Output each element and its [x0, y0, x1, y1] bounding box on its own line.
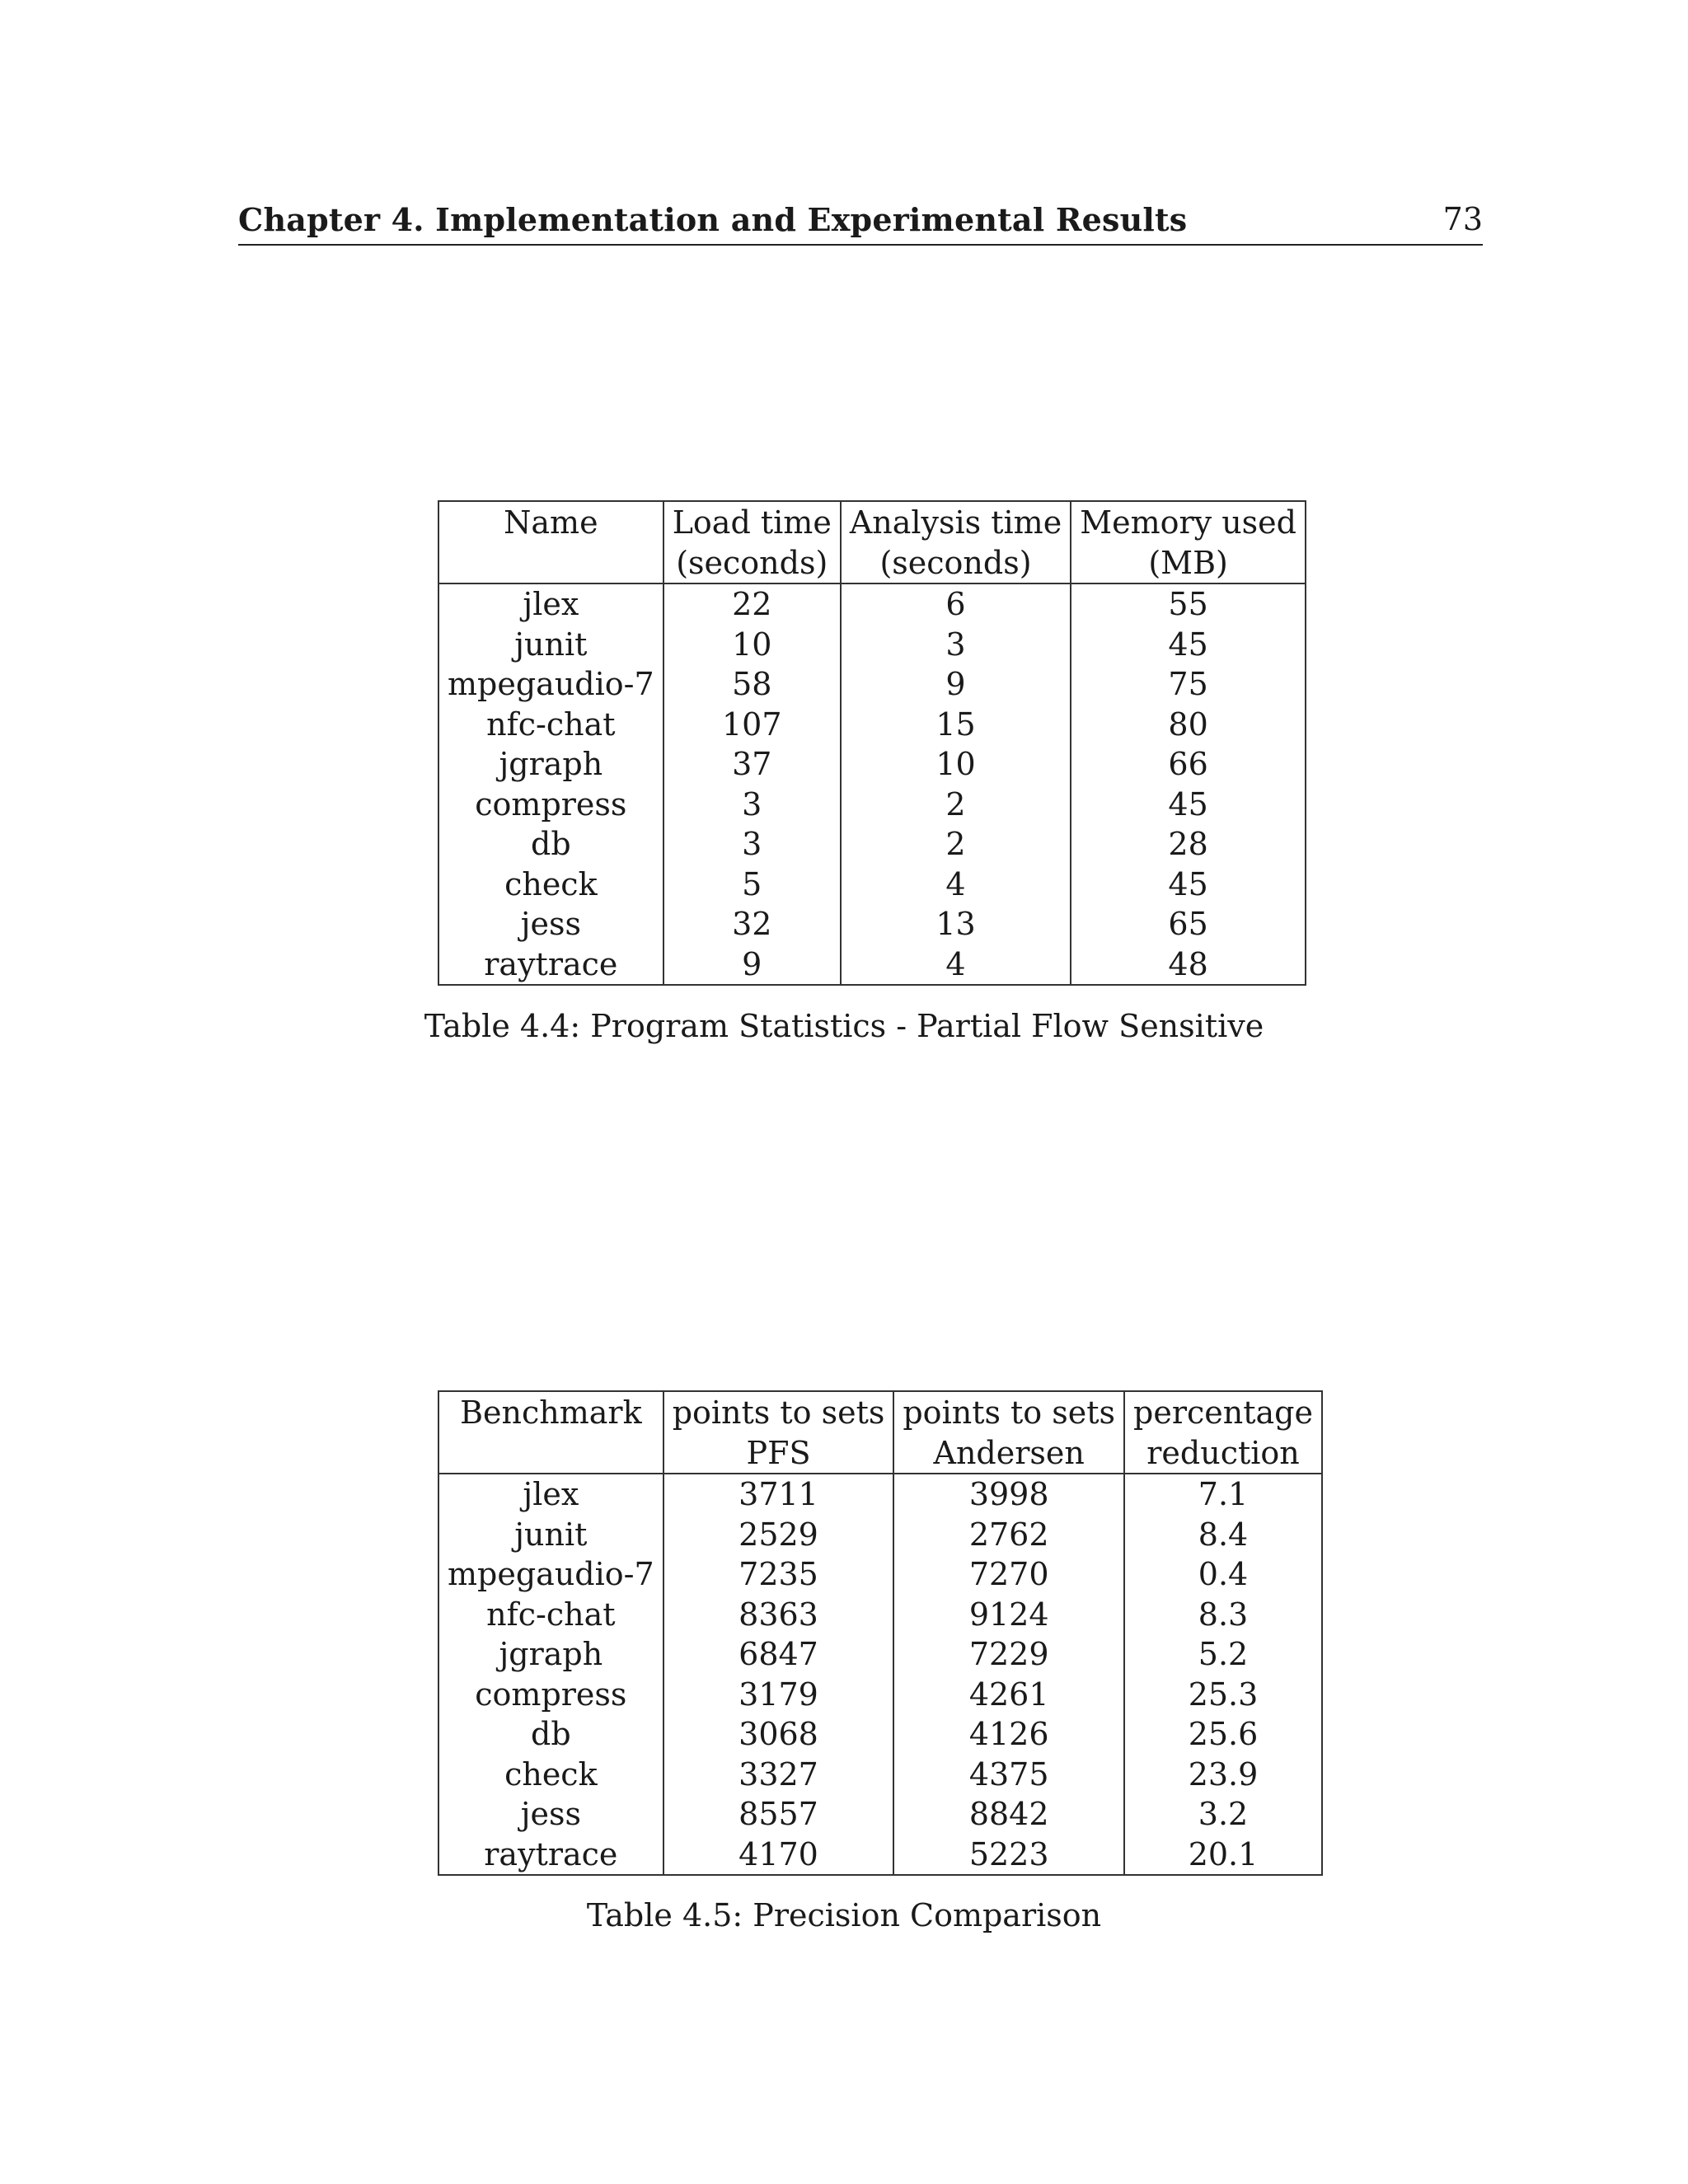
- cell-name: nfc-chat: [438, 705, 663, 745]
- cell-andersen: 5223: [893, 1835, 1124, 1876]
- table-row: [438, 1835, 1322, 1876]
- cell-benchmark: jess: [438, 1794, 663, 1835]
- table-row: [438, 944, 1306, 986]
- cell-load-time: 9: [663, 944, 841, 986]
- cell-pfs: 3179: [663, 1675, 894, 1715]
- table-row: [438, 705, 1306, 745]
- table-row: [438, 824, 1306, 865]
- table-row: [438, 904, 1306, 944]
- header-percentage-reduction: percentage: [1124, 1391, 1322, 1433]
- header-load-time: Load time: [663, 501, 841, 543]
- cell-andersen: 8842: [893, 1794, 1124, 1835]
- table-row: [438, 1595, 1322, 1635]
- cell-andersen: 4126: [893, 1714, 1124, 1755]
- cell-pfs: 8363: [663, 1595, 894, 1635]
- cell-andersen: 9124: [893, 1595, 1124, 1635]
- table-caption-4-4: Table 4.4: Program Statistics - Partial Flow Sensitive: [424, 1008, 1264, 1044]
- cell-pfs: 2529: [663, 1515, 894, 1555]
- header-analysis-time-unit: (seconds): [841, 543, 1071, 584]
- cell-analysis-time: 4: [841, 865, 1071, 905]
- table-row: [438, 1474, 1322, 1515]
- cell-name: compress: [438, 785, 663, 825]
- table-row: [438, 1675, 1322, 1715]
- cell-analysis-time: 2: [841, 785, 1071, 825]
- header-name: Name: [438, 501, 663, 543]
- cell-memory-used: 45: [1071, 625, 1306, 665]
- cell-load-time: 37: [663, 744, 841, 785]
- cell-name: raytrace: [438, 944, 663, 986]
- cell-reduction: 0.4: [1124, 1554, 1322, 1595]
- cell-benchmark: junit: [438, 1515, 663, 1555]
- cell-load-time: 32: [663, 904, 841, 944]
- header-pfs: PFS: [663, 1433, 894, 1474]
- cell-andersen: 4375: [893, 1755, 1124, 1795]
- table-row: [438, 1634, 1322, 1675]
- cell-reduction: 25.6: [1124, 1714, 1322, 1755]
- cell-name: jgraph: [438, 744, 663, 785]
- cell-andersen: 4261: [893, 1675, 1124, 1715]
- cell-reduction: 25.3: [1124, 1675, 1322, 1715]
- table-row: [438, 1515, 1322, 1555]
- header-name-sub: [438, 543, 663, 584]
- header-memory-used-unit: (MB): [1071, 543, 1306, 584]
- cell-pfs: 3327: [663, 1755, 894, 1795]
- table-row: [438, 625, 1306, 665]
- header-benchmark-sub: [438, 1433, 663, 1474]
- cell-reduction: 7.1: [1124, 1474, 1322, 1515]
- cell-benchmark: jlex: [438, 1474, 663, 1515]
- cell-pfs: 4170: [663, 1835, 894, 1876]
- cell-load-time: 58: [663, 664, 841, 705]
- table-row: [438, 1554, 1322, 1595]
- cell-benchmark: nfc-chat: [438, 1595, 663, 1635]
- cell-andersen: 2762: [893, 1515, 1124, 1555]
- cell-name: junit: [438, 625, 663, 665]
- cell-load-time: 3: [663, 824, 841, 865]
- cell-benchmark: mpegaudio-7: [438, 1554, 663, 1595]
- cell-load-time: 107: [663, 705, 841, 745]
- cell-memory-used: 80: [1071, 705, 1306, 745]
- cell-pfs: 6847: [663, 1634, 894, 1675]
- page-number: 73: [1442, 201, 1483, 237]
- program-statistics-table: [438, 500, 1306, 986]
- cell-memory-used: 48: [1071, 944, 1306, 986]
- cell-memory-used: 45: [1071, 865, 1306, 905]
- cell-reduction: 8.4: [1124, 1515, 1322, 1555]
- cell-load-time: 3: [663, 785, 841, 825]
- cell-name: mpegaudio-7: [438, 664, 663, 705]
- cell-reduction: 5.2: [1124, 1634, 1322, 1675]
- cell-analysis-time: 15: [841, 705, 1071, 745]
- header-analysis-time: Analysis time: [841, 501, 1071, 543]
- table-row: [438, 583, 1306, 625]
- header-points-to-sets-pfs: points to sets: [663, 1391, 894, 1433]
- cell-memory-used: 45: [1071, 785, 1306, 825]
- cell-load-time: 10: [663, 625, 841, 665]
- table-row: [438, 1714, 1322, 1755]
- cell-name: db: [438, 824, 663, 865]
- cell-benchmark: db: [438, 1714, 663, 1755]
- cell-load-time: 5: [663, 865, 841, 905]
- header-points-to-sets-andersen: points to sets: [893, 1391, 1124, 1433]
- running-head: [238, 194, 1483, 246]
- cell-name: check: [438, 865, 663, 905]
- cell-memory-used: 65: [1071, 904, 1306, 944]
- table-row: [438, 1755, 1322, 1795]
- cell-reduction: 3.2: [1124, 1794, 1322, 1835]
- cell-load-time: 22: [663, 583, 841, 625]
- table-row: [438, 785, 1306, 825]
- cell-analysis-time: 4: [841, 944, 1071, 986]
- table-caption-4-5: Table 4.5: Precision Comparison: [586, 1897, 1102, 1933]
- cell-analysis-time: 6: [841, 583, 1071, 625]
- cell-memory-used: 75: [1071, 664, 1306, 705]
- header-benchmark: Benchmark: [438, 1391, 663, 1433]
- cell-analysis-time: 3: [841, 625, 1071, 665]
- cell-name: jess: [438, 904, 663, 944]
- cell-name: jlex: [438, 583, 663, 625]
- cell-analysis-time: 10: [841, 744, 1071, 785]
- cell-memory-used: 28: [1071, 824, 1306, 865]
- cell-reduction: 8.3: [1124, 1595, 1322, 1635]
- cell-pfs: 3068: [663, 1714, 894, 1755]
- cell-benchmark: jgraph: [438, 1634, 663, 1675]
- cell-analysis-time: 9: [841, 664, 1071, 705]
- precision-comparison-table: [438, 1390, 1323, 1876]
- cell-andersen: 3998: [893, 1474, 1124, 1515]
- header-load-time-unit: (seconds): [663, 543, 841, 584]
- cell-memory-used: 66: [1071, 744, 1306, 785]
- cell-pfs: 3711: [663, 1474, 894, 1515]
- table-row: [438, 1794, 1322, 1835]
- cell-andersen: 7270: [893, 1554, 1124, 1595]
- chapter-title: Chapter 4. Implementation and Experimental Results: [238, 201, 1188, 238]
- cell-benchmark: raytrace: [438, 1835, 663, 1876]
- cell-analysis-time: 13: [841, 904, 1071, 944]
- cell-pfs: 7235: [663, 1554, 894, 1595]
- table-row: [438, 664, 1306, 705]
- cell-reduction: 20.1: [1124, 1835, 1322, 1876]
- header-memory-used: Memory used: [1071, 501, 1306, 543]
- cell-benchmark: check: [438, 1755, 663, 1795]
- cell-benchmark: compress: [438, 1675, 663, 1715]
- cell-memory-used: 55: [1071, 583, 1306, 625]
- table-row: [438, 865, 1306, 905]
- cell-andersen: 7229: [893, 1634, 1124, 1675]
- header-reduction: reduction: [1124, 1433, 1322, 1474]
- cell-pfs: 8557: [663, 1794, 894, 1835]
- cell-reduction: 23.9: [1124, 1755, 1322, 1795]
- table-row: [438, 744, 1306, 785]
- cell-analysis-time: 2: [841, 824, 1071, 865]
- header-andersen: Andersen: [893, 1433, 1124, 1474]
